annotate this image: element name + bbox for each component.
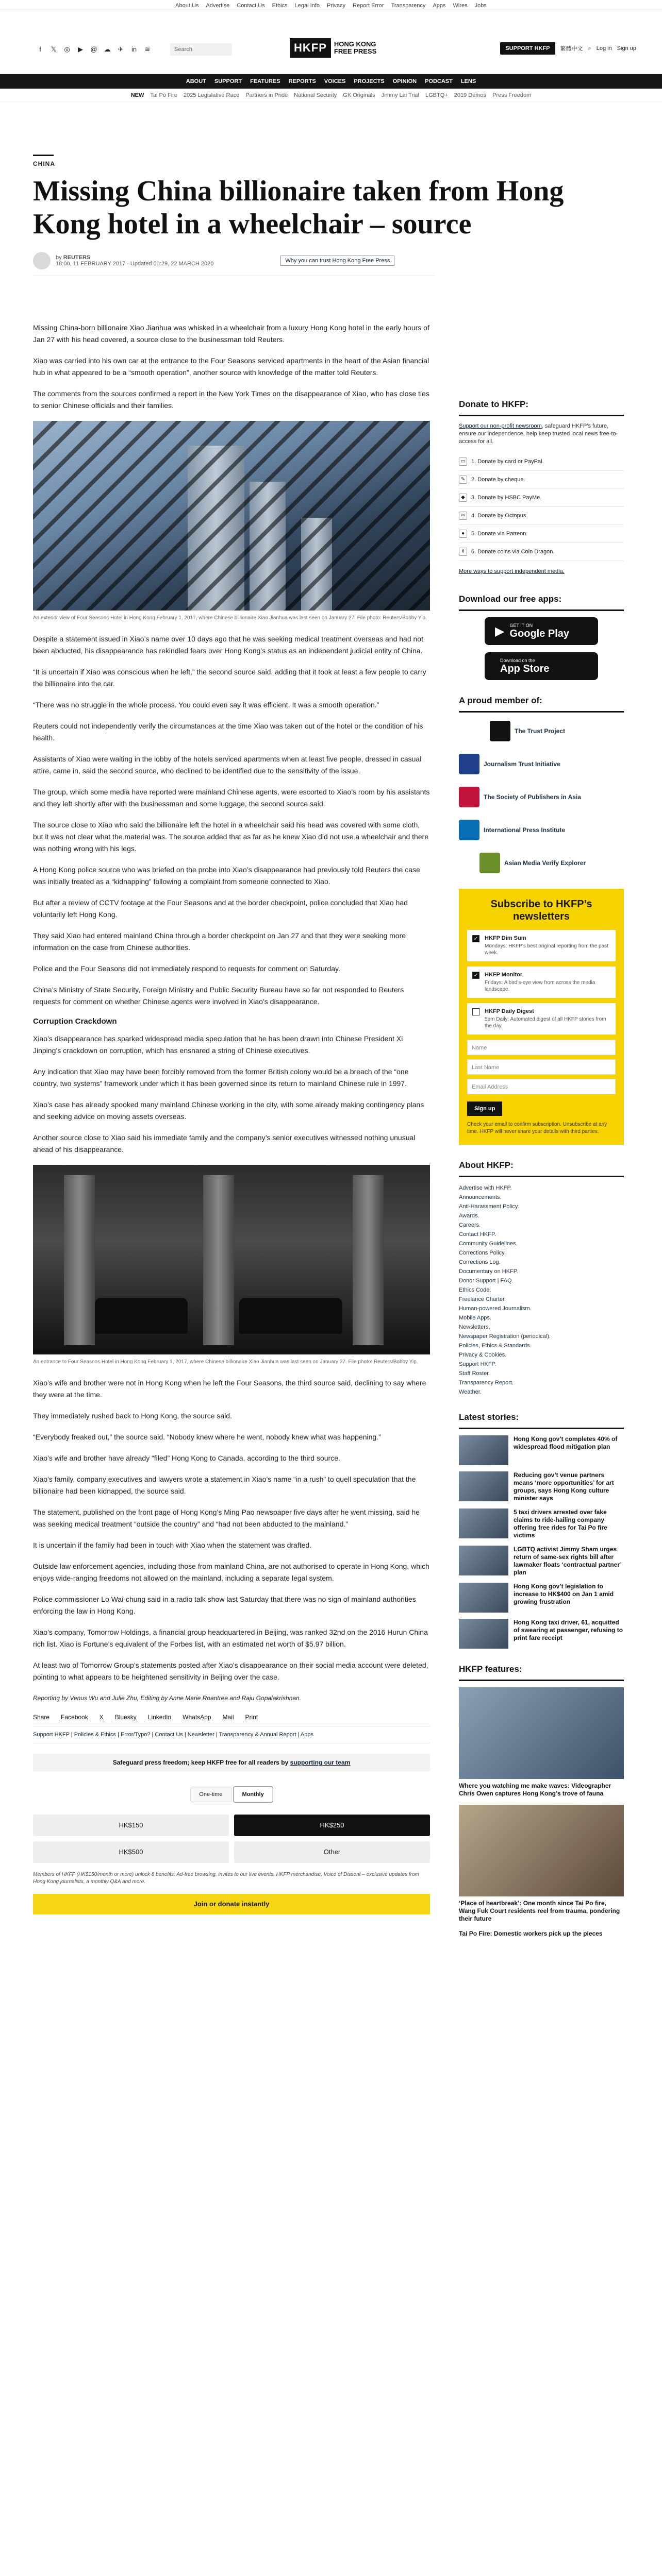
newsletter-title: Subscribe to HKFP’s newsletters — [490, 899, 592, 922]
app-store-big: App Store — [500, 663, 550, 674]
patreon-icon: ● — [459, 530, 467, 538]
sopa-logo — [459, 787, 479, 807]
about-item[interactable]: Donor Support | FAQ. — [459, 1278, 514, 1284]
share-label[interactable]: Share — [33, 1714, 50, 1721]
article-paragraph: The comments from the sources confirmed a report in the New York Times on the disappearance of Xiao, who has close ties to senior Chinese officials and their families. — [33, 389, 429, 410]
article-photo-hotel-entrance — [33, 1165, 430, 1354]
story-thumbnail — [459, 1471, 508, 1501]
article-paragraph: Outside law enforcement agencies, including those from mainland China, are not authorised to operate in Hong Kong, which enjoys wide-ranging freedoms not allowed on the mainland, including a separate legal system. — [33, 1562, 429, 1582]
member-name: The Society of Publishers in Asia — [484, 793, 581, 801]
donate-frequency-tabs — [33, 1787, 430, 1802]
trending-bar — [0, 89, 662, 102]
topbar-link[interactable]: Advertise — [206, 2, 230, 9]
article-photo-hotel-exterior — [33, 421, 430, 611]
telegram-icon[interactable]: ✈ — [118, 45, 124, 53]
cheque-icon: ✎ — [459, 476, 467, 484]
article-paragraph: Any indication that Xiao may have been forcibly removed from the former British colony would be a breach of the “one country, two systems” framework under which it has been governed since its return to mainland Chinese rule in 1997. — [33, 1067, 409, 1088]
nav-item-opinion[interactable]: OPINION — [392, 78, 417, 84]
newsletter-desc: 5pm Daily: Automated digest of all HKFP stories from the day. — [485, 1016, 606, 1029]
newsletter-option[interactable] — [467, 1003, 616, 1035]
about-item[interactable]: Mobile Apps. — [459, 1315, 491, 1321]
feature-title: Where you watching me make waves: Videographer Chris Owen captures Hong Kong’s trove of fauna — [459, 1782, 611, 1797]
trending-item[interactable]: LGBTQ+ — [425, 92, 448, 98]
about-list — [459, 1183, 624, 1397]
amount-option-selected[interactable]: HK$250 — [234, 1815, 430, 1836]
article-paragraph: Another source close to Xiao said his immediate family and the company’s senior executives witnessed nothing unusual ahead of his disappearance. — [33, 1133, 416, 1154]
payme-icon: ◆ — [459, 494, 467, 502]
bluesky-icon[interactable]: ☁ — [104, 45, 111, 53]
article-subhead: Corruption Crackdown — [33, 1017, 117, 1026]
donate-option-cheque[interactable] — [459, 471, 624, 489]
amount-option[interactable]: HK$500 — [33, 1841, 229, 1863]
member-jti[interactable] — [459, 752, 624, 776]
article-paragraph: They said Xiao had entered mainland China through a border checkpoint on Jan 27 and that they were seeking more information on the case from Chinese authorities. — [33, 931, 406, 952]
members-benefits-text: Members of HKFP (HK$150/month or more) unlock 8 benefits: Ad-free browsing, invites to our live events, HKFP merchandise, Voice of Dissent – exclusive updates from Hong Kong journalists, a monthly Q&A and more. — [33, 1872, 419, 1885]
about-item[interactable]: Newspaper Registration (periodical). — [459, 1333, 551, 1340]
latest-story[interactable] — [459, 1509, 624, 1539]
author-avatar — [33, 252, 51, 269]
amount-other[interactable]: Other — [234, 1841, 430, 1863]
article-paragraph: They immediately rushed back to Hong Kong, the source said. — [33, 1412, 232, 1420]
topbar-link[interactable]: Legal Info — [294, 2, 320, 9]
topbar-link[interactable]: Apps — [433, 2, 446, 9]
article-title: Missing China billionaire taken from Hong Kong hotel in a wheelchair – source — [33, 175, 564, 240]
newsletter-name: HKFP Daily Digest — [485, 1008, 534, 1014]
topbar-link[interactable]: Contact Us — [237, 2, 265, 9]
rss-icon[interactable]: ≋ — [144, 45, 151, 53]
donate-intro-text: , safeguard HKFP’s future, ensure our independence, help keep trusted local news free-to-access for all. — [459, 423, 618, 445]
why-trust-link[interactable]: Why you can trust Hong Kong Free Press — [280, 256, 394, 266]
donate-option-label: 2. Donate by cheque. — [471, 477, 525, 483]
about-item[interactable]: Ethics Code. — [459, 1287, 491, 1293]
story-thumbnail — [459, 1619, 508, 1649]
login-link[interactable]: Log in — [596, 45, 612, 52]
share-facebook[interactable]: Facebook — [61, 1714, 88, 1721]
about-item[interactable]: Anti-Harassment Policy. — [459, 1204, 519, 1210]
article-paragraph: “It is uncertain if Xiao was conscious when he left,” the second source said, adding that it took at least a few people to carry the billionaire into the car. — [33, 668, 426, 688]
article-paragraph: Assistants of Xiao were waiting in the lobby of the hotels serviced apartments when at least five people, dressed in casual attire, came in, said the second source, who declined to be identified due to the sensitivity of the issue. — [33, 755, 422, 775]
asian-media-logo — [479, 853, 500, 873]
story-thumbnail — [459, 1583, 508, 1613]
feature-title: Tai Po Fire: Domestic workers pick up the pieces — [459, 1930, 603, 1937]
signup-link[interactable]: Sign up — [617, 45, 636, 52]
apps-heading: Download our free apps: — [459, 594, 624, 611]
article-paragraph: Police commissioner Lo Wai-chung said in a radio talk show last Saturday that there was no sign of mainland authorities enforcing the law in Hong Kong. — [33, 1595, 416, 1615]
member-heading: A proud member of: — [459, 696, 624, 713]
article-paragraph: At least two of Tomorrow Group’s statements posted after Xiao’s disappearance on their social media account were deleted, pointing to what appears to be heightened sensitivity in Beijing over the case. — [33, 1661, 428, 1681]
donate-option-payme[interactable] — [459, 489, 624, 507]
about-item[interactable]: Corrections Policy. — [459, 1250, 506, 1256]
trending-item[interactable]: 2019 Demos — [454, 92, 487, 98]
checkbox-checked[interactable]: ✓ — [472, 935, 479, 942]
story-title: Hong Kong gov’t completes 40% of widespread flood mitigation plan — [514, 1435, 618, 1450]
article-paragraph: The group, which some media have reported were mainland Chinese agents, were escorted to Xiao’s room by his assistants and they left shortly after with the businessman and some luggage, the second source said. — [33, 788, 430, 808]
about-item[interactable]: Awards. — [459, 1213, 479, 1219]
article-paragraph: Despite a statement issued in Xiao’s name over 10 days ago that he was seeking medical treatment overseas and had not been abducted, his disappearance has rekindled fears over Hong Kong’s status as an independent judicial entity of China. — [33, 635, 423, 655]
donate-option-card[interactable] — [459, 453, 624, 471]
author-name[interactable]: REUTERS — [63, 255, 91, 261]
nav-item-projects[interactable]: PROJECTS — [354, 78, 385, 84]
about-item[interactable]: Human-powered Journalism. — [459, 1306, 532, 1312]
google-play-icon: ▶ — [495, 624, 505, 638]
newsletter-option[interactable] — [467, 930, 616, 961]
donate-intro-link[interactable]: Support our non-profit newsroom — [459, 423, 542, 429]
story-title: LGBTQ activist Jimmy Sham urges return of same-sex rights bill after lawmaker floats ‘contractual partner’ plan — [514, 1546, 622, 1576]
about-item[interactable]: Freelance Charter. — [459, 1296, 506, 1302]
article-header — [33, 155, 629, 276]
photo-caption: An entrance to Four Seasons Hotel in Hong Kong February 1, 2017, where Chinese billionaire Xiao Jianhua was last seen on January 27. File photo: Reuters/Bobby Yip. — [33, 1359, 418, 1365]
checkbox-unchecked[interactable] — [472, 1008, 479, 1015]
trending-item[interactable]: Tai Po Fire — [150, 92, 177, 98]
x-icon[interactable]: 𝕏 — [51, 45, 57, 53]
article-paragraph: Reuters could not independently verify the circumstances at the time Xiao was taken out of the hotel or the condition of his health. — [33, 722, 423, 742]
about-heading: About HKFP: — [459, 1160, 624, 1177]
share-bluesky[interactable]: Bluesky — [114, 1714, 137, 1721]
article-paragraph: Xiao’s case has already spooked many mainland Chinese working in the city, with some already making contingency plans and seeking advice on moving assets overseas. — [33, 1100, 424, 1121]
about-item[interactable]: Privacy & Cookies. — [459, 1352, 507, 1358]
feature-image — [459, 1687, 624, 1779]
article-paragraph: The statement, published on the front page of Hong Kong’s Ming Pao newspaper five days after he went missing, said he was seeking medical treatment “outside the country” and “had not been abducted to the mainland.” — [33, 1508, 420, 1528]
language-switch[interactable]: 繁體中文 — [560, 46, 583, 52]
topbar-link[interactable]: Wires — [453, 2, 468, 9]
card-icon: ▭ — [459, 457, 467, 466]
share-whatsapp[interactable]: WhatsApp — [183, 1714, 211, 1721]
member-name: Journalism Trust Initiative — [484, 760, 560, 768]
article-paragraph: The source close to Xiao who said the billionaire left the hotel in a wheelchair said his head was covered with some cloth, but it was not clear what the material was. The source added that as far as he knew Xiao did not use a wheelchair and there was nothing wrong with his legs. — [33, 821, 429, 853]
checkbox-checked[interactable]: ✓ — [472, 972, 479, 979]
about-item[interactable]: Newsletters. — [459, 1324, 490, 1330]
feature-story[interactable] — [459, 1805, 624, 1923]
latest-story[interactable] — [459, 1435, 624, 1465]
feature-story[interactable] — [459, 1930, 624, 1938]
donate-option-patreon[interactable] — [459, 525, 624, 543]
share-print[interactable]: Print — [245, 1714, 258, 1721]
trending-item[interactable]: 2025 Legislative Race — [183, 92, 240, 98]
app-store-button[interactable] — [485, 652, 598, 680]
jti-logo — [459, 754, 479, 774]
main-nav — [0, 74, 662, 89]
donate-option-label: 6. Donate coins via Coin Dragon. — [471, 549, 555, 555]
latest-heading: Latest stories: — [459, 1412, 624, 1429]
site-header — [0, 11, 662, 74]
newsletter-desc: Fridays: A bird’s-eye view from across the media landscape. — [485, 980, 595, 992]
article-credit: Reporting by Venus Wu and Julie Zhu, Editing by Anne Marie Roantree and Raju Gopalakrishnan. — [33, 1694, 302, 1702]
donate-option-coins[interactable] — [459, 543, 624, 561]
topbar-link[interactable]: Report Error — [353, 2, 384, 9]
tab-one-time[interactable]: One-time — [190, 1787, 231, 1802]
share-linkedin[interactable]: LinkedIn — [147, 1714, 172, 1721]
google-play-small: GET IT ON — [509, 623, 533, 628]
feature-story[interactable] — [459, 1687, 624, 1798]
donate-option-label: 3. Donate by HSBC PayMe. — [471, 495, 542, 501]
topbar-link[interactable]: About Us — [175, 2, 199, 9]
byline-by: by — [56, 255, 62, 261]
app-store-small: Download on the — [500, 658, 535, 663]
threads-icon[interactable]: @ — [90, 45, 97, 53]
member-name: International Press Institute — [484, 826, 566, 834]
article-body — [33, 322, 430, 1914]
article-paragraph: Xiao’s family, company executives and lawyers wrote a statement in Xiao’s name “in a rush” to quell speculation that the billionaire had been kidnapped, the source said. — [33, 1475, 416, 1495]
article-paragraph: Xiao was carried into his own car at the entrance to the Four Seasons serviced apartments in the heart of the Asian financial hub in what appeared to be a “smooth operation”, another source with knowledge of the matter told Reuters. — [33, 357, 429, 377]
trending-item[interactable]: Jimmy Lai Trial — [381, 92, 419, 98]
story-title: 5 taxi drivers arrested over fake claims to ride-hailing company offering free rides for Tai Po fire victims — [514, 1509, 607, 1539]
about-item[interactable]: Staff Roster. — [459, 1370, 490, 1377]
article-dates: 18:00, 11 FEBRUARY 2017 · Updated 00:29, 22 MARCH 2020 — [56, 261, 214, 267]
member-trust-project[interactable] — [459, 719, 624, 743]
about-item[interactable]: Weather. — [459, 1389, 482, 1395]
trending-item[interactable]: GK Originals — [343, 92, 375, 98]
octopus-icon: ∞ — [459, 512, 467, 520]
article-paragraph: Xiao’s wife and brother were not in Hong Kong when he left the Four Seasons, the third source said, declining to say where they were at the time. — [33, 1379, 426, 1399]
about-item[interactable]: Support HKFP. — [459, 1361, 496, 1367]
member-name: Asian Media Verify Explorer — [504, 859, 586, 867]
about-item[interactable]: Announcements. — [459, 1194, 502, 1200]
share-mail[interactable]: Mail — [222, 1714, 234, 1721]
article-paragraph: Xiao’s company, Tomorrow Holdings, a financial group headquartered in Beijing, was ranked 32nd on the 2016 Hurun China rich list. Xiao is Fortune’s equivalent of the Forbes list, with an estimated net worth of $5.97 billion. — [33, 1628, 428, 1648]
member-sopa[interactable] — [459, 785, 624, 809]
about-item[interactable]: Community Guidelines. — [459, 1241, 518, 1247]
join-donate-button[interactable]: Join or donate instantly — [33, 1894, 430, 1914]
photo-caption: An exterior view of Four Seasons Hotel in Hong Kong February 1, 2017, where Chinese billionaire Xiao Jianhua was last seen on January 27. File photo: Reuters/Bobby Yip. — [33, 615, 427, 621]
header-actions — [500, 42, 636, 55]
ipi-logo — [459, 820, 479, 840]
google-play-big: Google Play — [509, 628, 570, 639]
article-paragraph: But after a review of CCTV footage at the Four Seasons and at the border checkpoint, police concluded that Xiao had voluntarily left Hong Kong. — [33, 899, 408, 919]
trust-project-logo — [490, 721, 510, 741]
top-utility-bar — [0, 0, 662, 11]
youtube-icon[interactable]: ▶ — [78, 45, 83, 53]
share-x[interactable]: X — [99, 1714, 104, 1721]
about-item[interactable]: Transparency Report. — [459, 1380, 514, 1386]
newsletter-box — [459, 889, 624, 1145]
about-item[interactable]: Advertise with HKFP. — [459, 1185, 512, 1191]
trending-label: NEW — [130, 92, 144, 98]
social-icons — [36, 45, 152, 54]
trending-item[interactable]: Partners in Pride — [245, 92, 288, 98]
sidebar — [459, 399, 624, 1945]
donate-amounts — [33, 1815, 430, 1863]
latest-story[interactable] — [459, 1619, 624, 1649]
about-item[interactable]: Careers. — [459, 1222, 481, 1228]
search-input[interactable]: Search — [170, 43, 232, 56]
newsletter-name: HKFP Dim Sum — [485, 935, 526, 941]
nav-item-podcast[interactable]: PODCAST — [425, 78, 453, 84]
story-thumbnail — [459, 1546, 508, 1575]
newsletter-name: HKFP Monitor — [485, 972, 523, 978]
article-paragraph: A Hong Kong police source who was briefed on the probe into Xiao’s disappearance had previously told Reuters the case was initially treated as a “kidnapping” following a complaint from someone connected to Xiao. — [33, 866, 420, 886]
story-thumbnail — [459, 1435, 508, 1465]
last-name-input[interactable]: Last Name — [467, 1059, 616, 1075]
story-title: Hong Kong taxi driver, 61, acquitted of swearing at passenger, refusing to print fare receipt — [514, 1619, 623, 1641]
topbar-link[interactable]: Privacy — [326, 2, 346, 9]
google-play-button[interactable] — [485, 617, 598, 645]
about-item[interactable]: Corrections Log. — [459, 1259, 501, 1265]
features-heading: HKFP features: — [459, 1664, 624, 1681]
latest-story[interactable] — [459, 1471, 624, 1502]
first-name-input[interactable]: Name — [467, 1040, 616, 1055]
donate-intro — [459, 422, 624, 446]
donate-heading: Donate to HKFP: — [459, 399, 624, 416]
article-paragraph: Xiao’s disappearance has sparked widespread media speculation that he has been drawn into Chinese President Xi Jinping’s crackdown on corruption, which has ensnared a string of Chinese executives. — [33, 1035, 403, 1055]
newsletter-note: Check your email to confirm subscription. Unsubscribe at any time. HKFP will never share your details with third parties. — [467, 1122, 607, 1134]
member-name: The Trust Project — [515, 727, 566, 735]
feature-title: ‘Place of heartbreak’: One month since Tai Po fire, Wang Fuk Court residents reel from trauma, pondering their future — [459, 1900, 620, 1922]
topbar-link[interactable]: Transparency — [391, 2, 426, 9]
newsletter-signup-button[interactable]: Sign up — [467, 1101, 502, 1116]
nav-item-support[interactable]: SUPPORT — [214, 78, 242, 84]
donate-option-label: 4. Donate by Octopus. — [471, 513, 528, 519]
article-paragraph: “Everybody freaked out,” the source said. “Nobody knew where he went, nobody knew what was happening.” — [33, 1433, 381, 1441]
article-kicker[interactable]: CHINA — [33, 160, 55, 167]
donate-strip-text: Safeguard press freedom; keep HKFP free for all readers by — [112, 1759, 289, 1766]
donate-option-octopus[interactable] — [459, 507, 624, 525]
member-asian-media[interactable] — [459, 851, 624, 875]
article-paragraph: It is uncertain if the family had been in touch with Xiao when the statement was drafted. — [33, 1541, 312, 1549]
byline-text — [56, 255, 213, 267]
newsletter-option[interactable] — [467, 967, 616, 998]
story-title: Reducing gov’t venue partners means ‘more opportunities’ for art groups, says Hong Kong culture minister says — [514, 1471, 614, 1502]
topbar-link[interactable]: Ethics — [272, 2, 288, 9]
logo-line1: HONG KONG — [334, 40, 376, 48]
site-logo[interactable] — [290, 38, 376, 58]
about-item[interactable]: Contact HKFP. — [459, 1231, 496, 1238]
nav-item-reports[interactable]: REPORTS — [288, 78, 316, 84]
story-title: Hong Kong gov’t legislation to increase to HK$400 on Jan 1 amid growing frustration — [514, 1583, 614, 1605]
about-item[interactable]: Policies, Ethics & Standards. — [459, 1343, 532, 1349]
story-thumbnail — [459, 1509, 508, 1538]
donate-option-label: 1. Donate by card or PayPal. — [471, 459, 544, 465]
trending-item[interactable]: Press Freedom — [492, 92, 532, 98]
more-ways-link[interactable]: More ways to support independent media. — [459, 568, 565, 574]
article-paragraph: “There was no struggle in the whole process. You could even say it was efficient. It was a smooth operation.” — [33, 701, 379, 709]
tab-monthly[interactable]: Monthly — [234, 1787, 273, 1802]
logo-wordmark — [334, 41, 376, 55]
nav-item-features[interactable]: FEATURES — [250, 78, 280, 84]
donate-strip — [33, 1754, 430, 1771]
search-icon[interactable]: ⌕ — [588, 45, 591, 52]
amount-option[interactable]: HK$150 — [33, 1815, 229, 1836]
topbar-link[interactable]: Jobs — [474, 2, 487, 9]
latest-story[interactable] — [459, 1546, 624, 1577]
feature-image — [459, 1805, 624, 1896]
coin-icon: ¢ — [459, 548, 467, 556]
donate-strip-link[interactable]: supporting our team — [290, 1759, 351, 1766]
byline — [33, 252, 435, 276]
article-paragraph: Police and the Four Seasons did not immediately respond to requests for comment on Saturday. — [33, 964, 340, 973]
member-ipi[interactable] — [459, 818, 624, 842]
logo-mark: HKFP — [290, 38, 331, 58]
article-paragraph: China’s Ministry of State Security, Foreign Ministry and Public Security Bureau have so far not responded to Reuters requests for comment on whether Chinese agents were involved in Xiao’s disappearance. — [33, 986, 404, 1006]
section-rule — [33, 155, 54, 156]
logo-line2: FREE PRESS — [334, 47, 377, 55]
facebook-icon[interactable]: f — [39, 45, 41, 53]
linkedin-icon[interactable]: in — [131, 45, 137, 53]
trending-item[interactable]: National Security — [294, 92, 337, 98]
donate-option-label: 5. Donate via Patreon. — [471, 531, 528, 537]
article-paragraph: Missing China-born billionaire Xiao Jianhua was whisked in a wheelchair from a luxury Hong Kong hotel in the early hours of Jan 27 with his head covered, a source close to the businessman told Reuters. — [33, 324, 429, 344]
support-links-bar[interactable]: Support HKFP | Policies & Ethics | Error/Typo? | Contact Us | Newsletter | Transparency & Annual Report | Apps — [33, 1726, 430, 1743]
instagram-icon[interactable]: ◎ — [64, 45, 70, 53]
newsletter-desc: Mondays: HKFP’s best original reporting from the past week. — [485, 943, 608, 956]
latest-story[interactable] — [459, 1583, 624, 1613]
nav-item-voices[interactable]: VOICES — [324, 78, 346, 84]
nav-item-lens[interactable]: LENS — [460, 78, 476, 84]
support-hkfp-button[interactable]: SUPPORT HKFP — [500, 42, 555, 55]
about-item[interactable]: Documentary on HKFP. — [459, 1268, 518, 1275]
article-paragraph: Xiao’s wife and brother have already “filed” Hong Kong to Canada, according to the third source. — [33, 1454, 340, 1462]
nav-item-about[interactable]: ABOUT — [186, 78, 206, 84]
share-bar — [33, 1714, 430, 1721]
email-input[interactable]: Email Address — [467, 1079, 616, 1094]
